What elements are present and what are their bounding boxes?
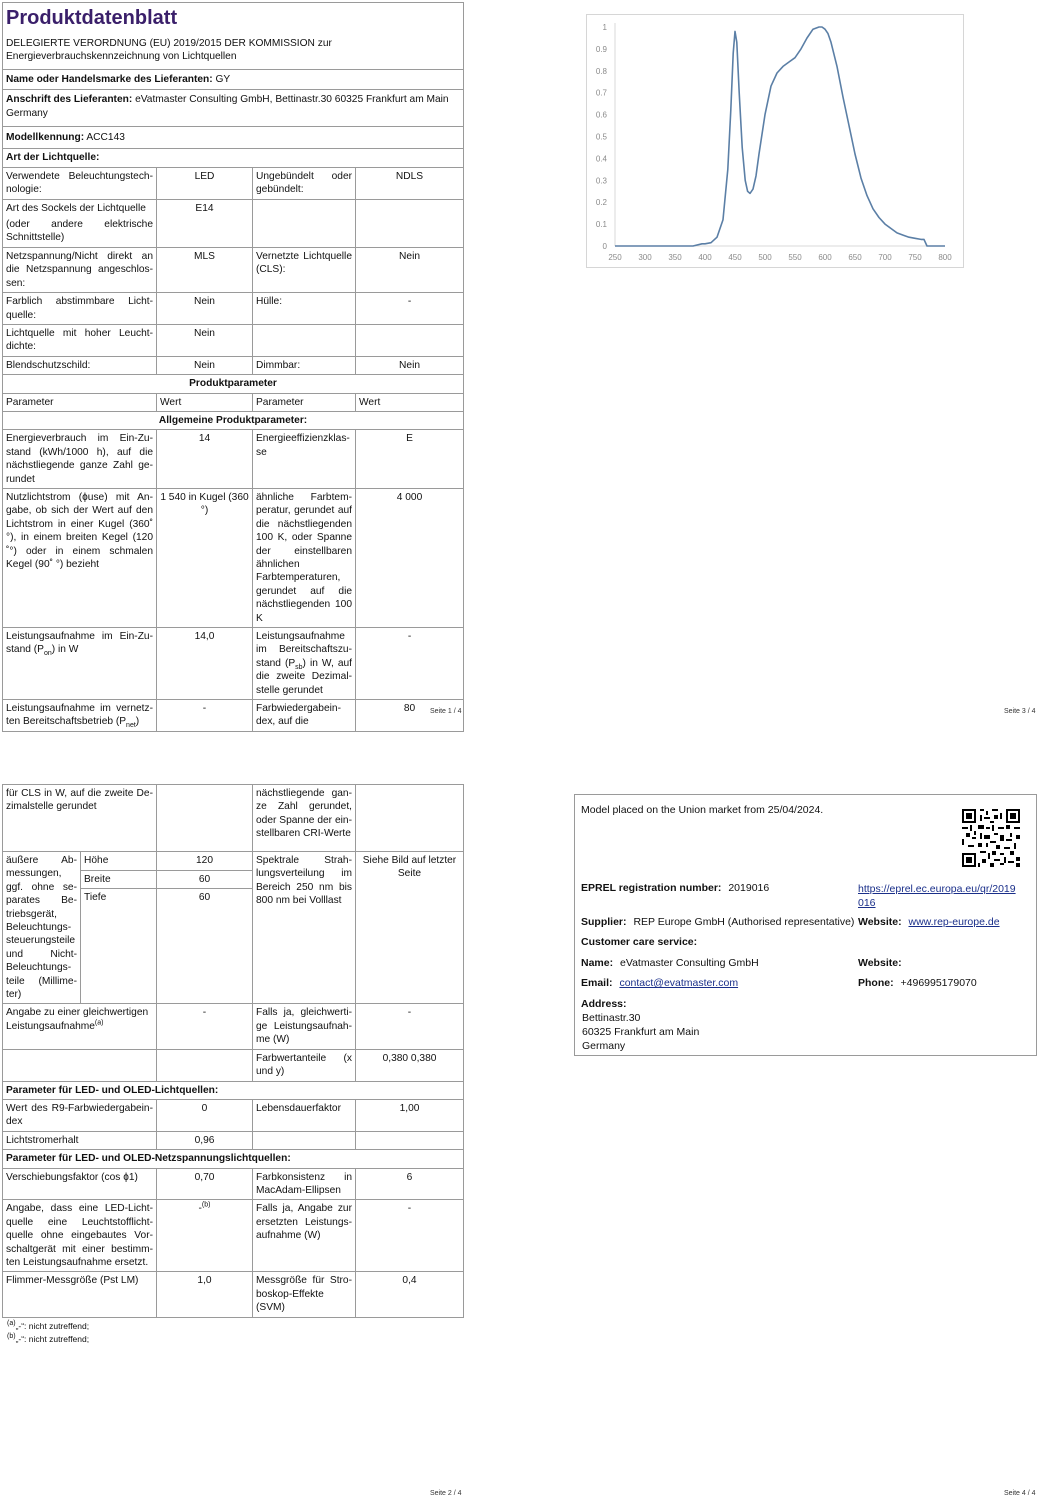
on-power-label xyxy=(3,628,157,700)
dim-depth-label: Tiefe xyxy=(81,889,157,1004)
dimmable-value: Nein xyxy=(356,356,464,374)
replacement-value-text: - xyxy=(198,1203,202,1215)
high-luminance-label: Lichtquelle mit hoher Leuchtdichte: xyxy=(3,324,157,356)
chromaticity-label: Farbwertanteile (x und y) xyxy=(253,1049,356,1081)
efficiency-class-label: Energieeffizienzklasse xyxy=(253,430,356,489)
x-tick-label: 350 xyxy=(668,253,682,262)
general-params-heading: Allgemeine Produktparameter: xyxy=(3,411,464,429)
net-standby-label xyxy=(3,700,157,732)
standby-power-label-text: Leistungsaufnahme im Bereitschaftszustand (P xyxy=(256,631,352,669)
page-title: Produktdatenblatt xyxy=(6,7,178,29)
on-power-value: 14,0 xyxy=(157,628,253,700)
product-params-heading: Produktparameter xyxy=(3,375,464,393)
replacement-value-2: - xyxy=(356,1200,464,1272)
stroboscopic-label: Messgröße für Stroboskop-Effekte (SVM) xyxy=(253,1272,356,1317)
flicker-value: 1,0 xyxy=(157,1272,253,1317)
cap-value: E14 xyxy=(157,199,253,247)
spectrum-series-line xyxy=(615,27,945,246)
x-tick-label: 650 xyxy=(848,253,862,262)
equivalent-power-value-2: - xyxy=(356,1004,464,1049)
dim-width-value: 60 xyxy=(157,870,253,889)
y-tick-label: 0.9 xyxy=(595,44,607,54)
displacement-factor-value: 0,70 xyxy=(157,1168,253,1200)
x-tick-label: 450 xyxy=(728,253,742,262)
x-tick-label: 500 xyxy=(758,253,772,262)
website-link[interactable]: www.rep-europe.de xyxy=(908,916,1000,928)
x-tick-label: 250 xyxy=(608,253,622,262)
dimensions-label: äußere Abmessungen, ggf. ohne separates Betriebsgerät, Beleuchtungssteuerungsteile und Nicht-Beleuchtungsteile (Millimeter) xyxy=(3,852,81,1004)
dimmable-label: Dimmbar: xyxy=(253,356,356,374)
on-power-sub: on xyxy=(43,650,52,658)
email-label: Email: xyxy=(581,977,613,989)
supplier-address: eVatmaster Consulting GmbH, Bettinastr.30 60325 Frankfurt am Main Germany xyxy=(6,94,449,119)
y-tick-label: 0.1 xyxy=(595,220,607,230)
replacement-label: Angabe, dass eine LED-Lichtquelle eine Leuchtstofflichtquelle ohne eingebautes Vorschaltgerät mit einer bestimmten Leistungsaufnahme ersetzt. xyxy=(3,1200,157,1272)
x-tick-label: 400 xyxy=(698,253,712,262)
eprel-label: EPREL registration number: xyxy=(581,882,722,894)
datasheet-table-2 xyxy=(2,784,464,1318)
macadam-label: Farbkonsistenz in MacAdam-Ellipsen xyxy=(253,1168,356,1200)
y-tick-label: 0.6 xyxy=(595,110,607,120)
email-link[interactable]: contact@evatmaster.com xyxy=(619,977,739,989)
luminous-flux-label: Nutzlichtstrom (ɸuse) mit Angabe, ob sich der Wert auf den Lichtstrom in einer Kugel (360˚ °), in einem breiten Kegel (120 ˚°) oder in einem schmalen Kegel (90˚ °) bezieht xyxy=(3,488,157,627)
page-2 xyxy=(2,784,463,1346)
spectrum-label: Spektrale Strahlungsverteilung im Bereich 250 nm bis 800 nm bei Volllast xyxy=(253,852,356,1004)
supplier-address-label: Anschrift des Lieferanten: xyxy=(6,94,133,106)
y-tick-label: 0.5 xyxy=(595,132,607,142)
cap-label-line1: Art des Sockels der Lichtquelle xyxy=(6,202,146,214)
market-date: Model placed on the Union market from 25/04/2024. xyxy=(581,804,824,816)
y-tick-label: 0.7 xyxy=(595,88,607,98)
spectrum-chart-svg xyxy=(587,15,963,267)
cls-label: Vernetzte Lichtquelle (CLS): xyxy=(253,247,356,292)
website-row xyxy=(858,916,1000,928)
anti-glare-value: Nein xyxy=(157,356,253,374)
cri-cont-label: nächstliegende ganze Zahl gerundet, oder Spanne der einstellbaren CRI-Werte xyxy=(253,785,356,852)
replacement-sup: (b) xyxy=(201,1201,211,1209)
equivalent-power-value: - xyxy=(157,1004,253,1049)
on-power-label-text: Leistungsaufnahme im Ein-Zustand (P xyxy=(6,631,153,656)
address-line-3: Germany xyxy=(582,1040,626,1052)
qr-code-icon[interactable] xyxy=(962,809,1020,867)
website-label: Website: xyxy=(858,916,902,928)
envelope-value: - xyxy=(356,293,464,325)
eprel-row xyxy=(581,882,769,894)
customer-care-heading: Customer care service: xyxy=(581,936,698,948)
mains-value: MLS xyxy=(157,247,253,292)
x-tick-label: 600 xyxy=(818,253,832,262)
directional-label: Ungebündelt oder gebündelt: xyxy=(253,167,356,199)
survival-factor-value: 1,00 xyxy=(356,1099,464,1131)
model-label: Modellkennung: xyxy=(6,132,85,144)
address-line-1: Bettinastr.30 xyxy=(582,1012,641,1024)
cri-value: 80 xyxy=(356,700,464,732)
datasheet-table-1 xyxy=(2,2,464,732)
displacement-factor-label: Verschiebungsfaktor (cos ɸ1) xyxy=(3,1168,157,1200)
r9-value: 0 xyxy=(157,1099,253,1131)
on-power-label-end: ) in W xyxy=(51,644,79,656)
tech-label: Verwendete Beleuchtungstechnologie: xyxy=(3,167,157,199)
spectrum-value: Siehe Bild auf letzter Seite xyxy=(356,852,464,1004)
footnote-b-text: „-“: nicht zutreffend; xyxy=(15,1333,90,1344)
dim-width-label: Breite xyxy=(81,870,157,889)
stroboscopic-value: 0,4 xyxy=(356,1272,464,1317)
col-header-value: Wert xyxy=(157,393,253,411)
y-tick-label: 0.8 xyxy=(595,66,607,76)
eprel-link[interactable]: https://eprel.ec.europa.eu/qr/2019016 xyxy=(858,883,1016,909)
eprel-number: 2019016 xyxy=(728,882,770,894)
tunable-value: Nein xyxy=(157,293,253,325)
net-standby-cont-label: für CLS in W, auf die zweite Dezimalstelle gerundet xyxy=(3,785,157,852)
light-type-heading: Art der Lichtquelle: xyxy=(3,149,464,167)
led-params-heading: Parameter für LED- und OLED-Lichtquellen: xyxy=(3,1081,464,1099)
equivalent-power-label-text: Angabe zu einer gleichwertigen Leistungsaufnahme xyxy=(6,1007,149,1032)
supplier-name: GY xyxy=(215,73,231,85)
net-standby-sub: net xyxy=(126,722,136,730)
standby-power-value: - xyxy=(356,628,464,700)
cct-value: 4 000 xyxy=(356,488,464,627)
y-tick-label: 0.3 xyxy=(595,176,607,186)
energy-consumption-label: Energieverbrauch im Ein-Zustand (kWh/1000 h), auf die nächstliegende ganze Zahl gerundet xyxy=(3,430,157,489)
high-luminance-value: Nein xyxy=(157,324,253,356)
address-block xyxy=(582,1011,699,1053)
tunable-label: Farblich abstimmbare Lichtquelle: xyxy=(3,293,157,325)
equivalent-power-sup: (a) xyxy=(94,1019,104,1027)
y-tick-label: 0 xyxy=(602,242,607,251)
col-header-param: Parameter xyxy=(3,393,157,411)
replacement-value xyxy=(157,1200,253,1272)
col-header-param-2: Parameter xyxy=(253,393,356,411)
mains-params-heading: Parameter für LED- und OLED-Netzspannungslichtquellen: xyxy=(3,1150,464,1168)
y-tick-label: 1 xyxy=(602,23,607,32)
cri-label: Farbwiedergabeindex, auf die xyxy=(253,700,356,732)
x-tick-label: 550 xyxy=(788,253,802,262)
net-standby-label-end: ) xyxy=(135,716,140,728)
regulation-text: DELEGIERTE VERORDNUNG (EU) 2019/2015 DER KOMMISSION zur Energieverbrauchskennzeichnung von Lichtquellen xyxy=(6,38,332,63)
lumen-maintenance-label: Lichtstromerhalt xyxy=(3,1131,157,1149)
address-label: Address: xyxy=(581,998,627,1010)
lumen-maintenance-value: 0,96 xyxy=(157,1131,253,1149)
energy-consumption-value: 14 xyxy=(157,430,253,489)
replacement-label-2: Falls ja, Angabe zur ersetzten Leistungsaufnahme (W) xyxy=(253,1200,356,1272)
supplier-name: REP Europe GmbH (Authorised representative) xyxy=(633,916,855,928)
page-1 xyxy=(2,2,463,732)
luminous-flux-value: 1 540 in Kugel (360 °) xyxy=(157,488,253,627)
address-line-2: 60325 Frankfurt am Main xyxy=(582,1026,700,1038)
tech-value: LED xyxy=(157,167,253,199)
net-standby-label-text: Leistungsaufnahme im vernetzten Bereitschaftsbetrieb (P xyxy=(6,703,153,728)
dim-height-label: Höhe xyxy=(81,852,157,871)
dim-depth-value: 60 xyxy=(157,889,253,1004)
page-number-1: Seite 1 / 4 xyxy=(430,708,462,715)
cct-label: ähnliche Farbtemperatur, gerundet auf die nächstliegenden 100 K, oder Spanne der einstellbaren ähnlichen Farbtemperaturen, gerundet auf die nächstliegenden 100 K xyxy=(253,488,356,627)
standby-power-label xyxy=(253,628,356,700)
envelope-label: Hülle: xyxy=(253,293,356,325)
x-tick-label: 800 xyxy=(938,253,952,262)
col-header-value-2: Wert xyxy=(356,393,464,411)
care-name-label: Name: xyxy=(581,957,614,969)
x-tick-label: 700 xyxy=(878,253,892,262)
page-number-2: Seite 2 / 4 xyxy=(430,1490,462,1497)
anti-glare-label: Blendschutzschild: xyxy=(3,356,157,374)
cap-label-line2: (oder andere elektrische Schnittstelle) xyxy=(6,219,153,244)
eprel-info-box xyxy=(574,794,1037,1056)
cls-value: Nein xyxy=(356,247,464,292)
supplier-name-label: Name oder Handelsmarke des Lieferanten: xyxy=(6,73,213,85)
footnote-a-sup: (a) xyxy=(7,1319,16,1327)
efficiency-class-value: E xyxy=(356,430,464,489)
x-tick-label: 300 xyxy=(638,253,652,262)
spectrum-chart xyxy=(586,14,964,268)
macadam-value: 6 xyxy=(356,1168,464,1200)
survival-factor-label: Lebensdauerfaktor xyxy=(253,1099,356,1131)
dim-height-value: 120 xyxy=(157,852,253,871)
x-tick-label: 750 xyxy=(908,253,922,262)
footnote-a xyxy=(7,1320,463,1333)
supplier-row xyxy=(581,916,854,928)
flicker-label: Flimmer-Messgröße (Pst LM) xyxy=(3,1272,157,1317)
mains-label: Netzspannung/Nicht direkt an die Netzspannung angeschlossen: xyxy=(3,247,157,292)
cap-label xyxy=(3,199,157,247)
footnote-b-sup: (b) xyxy=(7,1332,16,1340)
care-website-label: Website: xyxy=(858,957,902,969)
model-id: ACC143 xyxy=(86,132,125,144)
standby-power-sub: sb xyxy=(295,663,303,671)
phone-label: Phone: xyxy=(858,977,894,989)
page-number-3: Seite 3 / 4 xyxy=(1004,708,1036,715)
footnote-a-text: „-“: nicht zutreffend; xyxy=(15,1320,90,1331)
footnote-b xyxy=(7,1333,463,1346)
net-standby-value: - xyxy=(157,700,253,732)
y-tick-label: 0.2 xyxy=(595,198,607,208)
phone-number: +496995179070 xyxy=(900,977,977,989)
r9-label: Wert des R9-Farbwiedergabeindex xyxy=(3,1099,157,1131)
supplier-label: Supplier: xyxy=(581,916,627,928)
chromaticity-value: 0,380 0,380 xyxy=(356,1049,464,1081)
care-name-row xyxy=(581,957,759,969)
care-name: eVatmaster Consulting GmbH xyxy=(620,957,759,969)
standby-power-label-end: ) in W, auf die zweite Dezimalstelle gerundet xyxy=(256,657,352,696)
page-number-4: Seite 4 / 4 xyxy=(1004,1490,1036,1497)
y-tick-label: 0.4 xyxy=(595,154,607,164)
email-row xyxy=(581,977,738,989)
equivalent-power-label xyxy=(3,1004,157,1049)
phone-row xyxy=(858,977,977,989)
equivalent-power-label-2: Falls ja, gleichwertige Leistungsaufnahme (W) xyxy=(253,1004,356,1049)
directional-value: NDLS xyxy=(356,167,464,199)
